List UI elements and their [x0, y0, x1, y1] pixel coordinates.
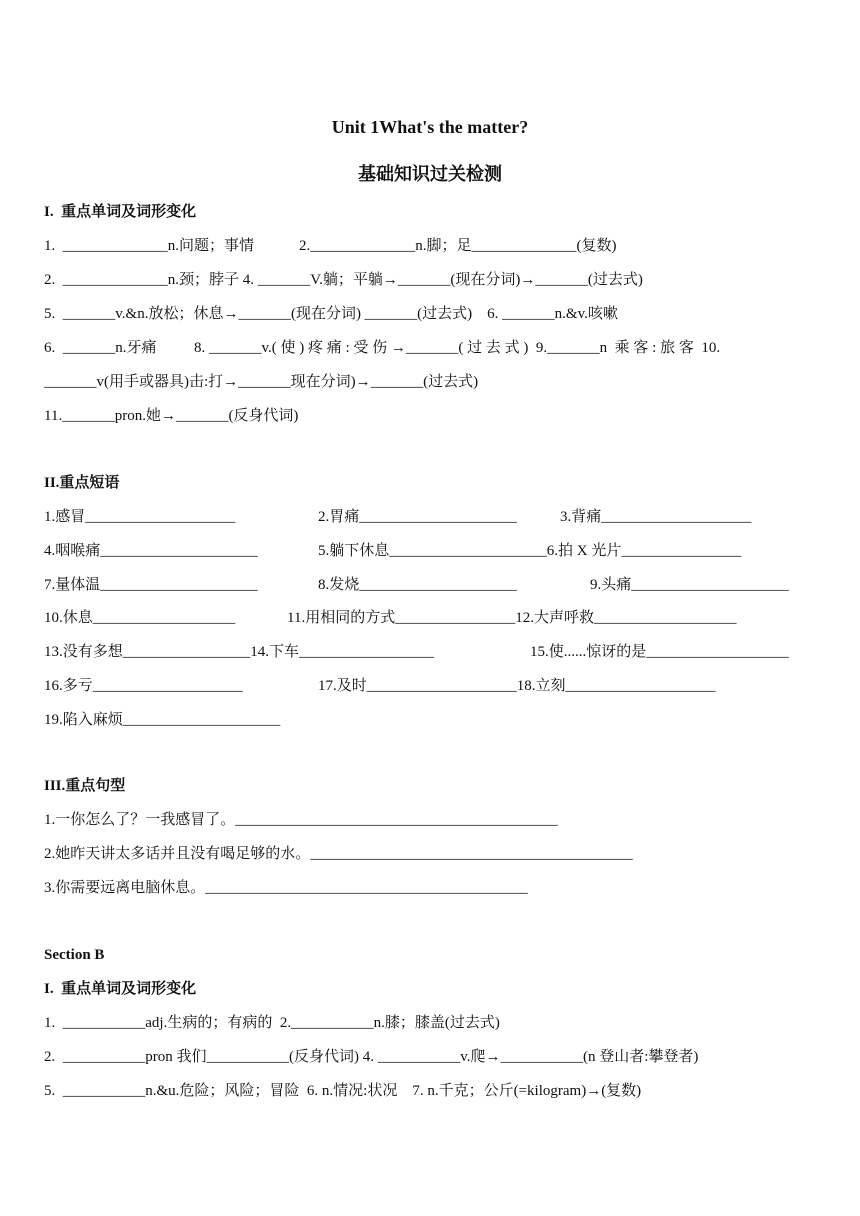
phrase-item: 8.发烧_____________________ [318, 577, 517, 593]
section3-heading: III.重点句型 [44, 778, 126, 794]
section2-heading: II.重点短语 [44, 475, 120, 491]
sentence-item: 3.你需要远离电脑休息。___________________________________________ [44, 880, 528, 896]
section-b-line-1: 1. ___________adj.生病的；有病的 2.___________n.膝；膝盖(过去式) [44, 1015, 500, 1031]
phrase-item: 19.陷入麻烦_____________________ [44, 712, 281, 728]
sentence-item: 1.一你怎么了？一我感冒了。___________________________________________ [44, 812, 558, 828]
page-title: Unit 1What's the matter? [331, 117, 529, 137]
page-subtitle: 基础知识过关检测 [358, 164, 502, 185]
sentence-item: 2.她昨天讲太多话并且没有喝足够的水。___________________________________________ [44, 846, 633, 862]
phrase-item: 15.使......惊讶的是___________________ [530, 644, 789, 660]
section1-heading-text: I. 重点单词及词形变化 [44, 204, 197, 220]
section-b-line-2: 2. ___________pron 我们___________(反身代词) 4. ___________v.爬→___________(n 登山者:攀登者) [44, 1049, 699, 1065]
section-b-heading: I. 重点单词及词形变化 [44, 981, 197, 997]
phrase-item: 9.头痛_____________________ [590, 577, 789, 593]
phrase-item: 7.量体温_____________________ [44, 577, 258, 593]
phrase-item: 1.感冒____________________ [44, 509, 236, 525]
phrase-item: 17.及时____________________18.立刻____________________ [318, 678, 716, 694]
phrase-item: 10.休息___________________ [44, 610, 236, 626]
phrase-item: 2.胃痛_____________________ [318, 509, 517, 525]
section1-line-5: _______v(用手或器具)击:打→_______现在分词)→_______(过去式) [44, 374, 479, 390]
section1-heading [44, 202, 196, 222]
section1-line-3: 5. _______v.&n.放松；休息→_______(现在分词) _______(过去式) 6. _______n.&v.咳嗽 [44, 306, 618, 322]
section1-line-4: 6. _______n.牙痛 8. _______v.( 使 ) 疼 痛 : 受 伤 →_______( 过 去 式 ) 9._______n 乘 客 : 旅 客 10. [44, 340, 721, 356]
phrase-item: 5.躺下休息_____________________6.拍 X 光片________________ [318, 543, 742, 559]
section-b-title: Section B [44, 947, 105, 963]
phrase-item: 3.背痛____________________ [560, 509, 752, 525]
section1-line-6: 11._______pron.她→_______(反身代词) [44, 408, 299, 424]
section1-line-2: 2. ______________n.颈；脖子 4. _______V.躺；平躺→_______(现在分词)→_______(过去式) [44, 272, 643, 288]
phrase-item: 16.多亏____________________ [44, 678, 243, 694]
section1-line-1: 1. ______________n.问题；事情 2.______________n.脚；足______________(复数) [44, 238, 617, 254]
phrase-item: 13.没有多想_________________14.下车__________________ [44, 644, 435, 660]
phrase-item: 4.咽喉痛_____________________ [44, 543, 258, 559]
phrase-item: 11.用相同的方式________________12.大声呼救___________________ [287, 610, 737, 626]
section-b-line-3: 5. ___________n.&u.危险；风险；冒险 6. n.情况:状况 7. n.千克；公斤(=kilogram)→(复数) [44, 1083, 642, 1099]
